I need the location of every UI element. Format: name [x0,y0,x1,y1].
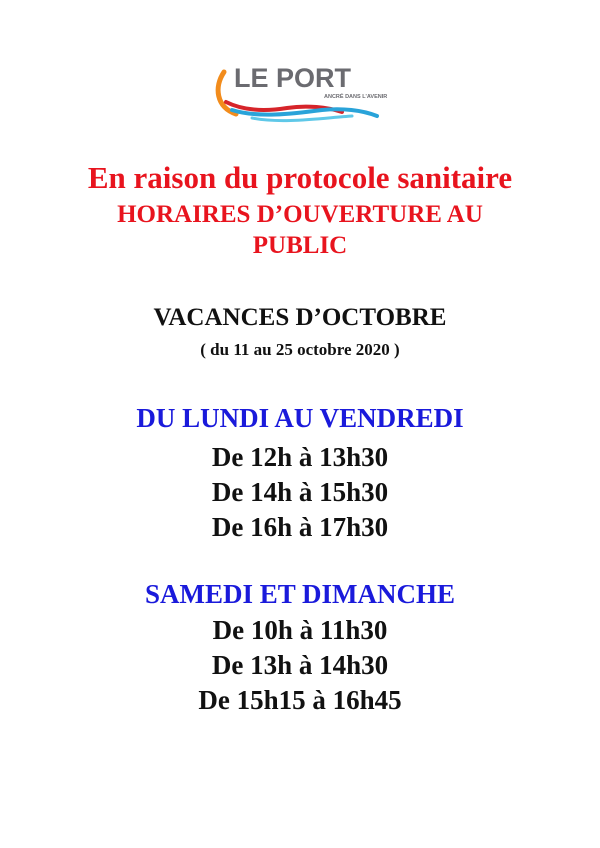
weekend-slot: De 10h à 11h30 [212,615,388,645]
header-line-3: PUBLIC [252,232,348,259]
weekday-slot: De 14h à 15h30 [211,477,389,507]
le-port-logo-graphic [212,52,402,127]
le-port-logo [212,52,402,127]
period-dates: ( du 11 au 25 octobre 2020 ) [200,340,400,359]
header-line-2: HORAIRES D’OUVERTURE AU [117,201,483,228]
header-line-1: En raison du protocole sanitaire [87,160,513,195]
weekend-slot: De 15h15 à 16h45 [198,685,402,715]
weekdays-label: DU LUNDI AU VENDREDI [136,403,464,433]
weekday-slot: De 12h à 13h30 [211,442,389,472]
period-title: VACANCES D’OCTOBRE [153,304,447,331]
weekday-slot: De 16h à 17h30 [211,512,389,542]
logo-tagline: ANCRÉ DANS L'AVENIR [324,94,388,100]
logo-name: LE PORT [234,63,352,93]
weekend-slot: De 13h à 14h30 [211,650,389,680]
weekend-label: SAMEDI ET DIMANCHE [144,579,456,609]
